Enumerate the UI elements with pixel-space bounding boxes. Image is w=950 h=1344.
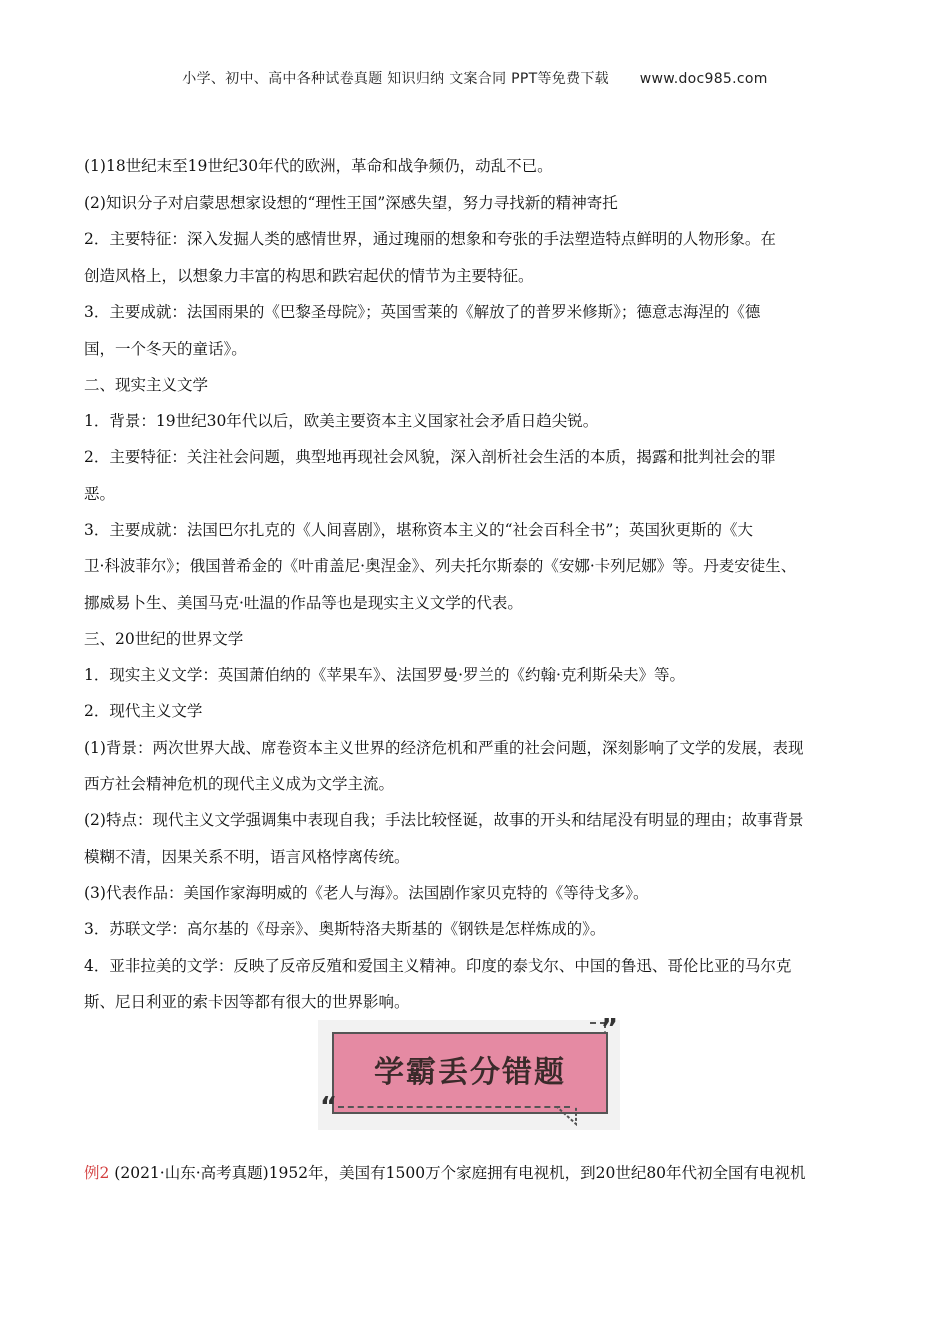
- header-text: 小学、初中、高中各种试卷真题 知识归纳 文案合同 PPT等免费下载: [182, 71, 609, 87]
- text-line: 1．现实主义文学：英国萧伯纳的《苹果车》、法国罗曼·罗兰的《约翰·克利斯朵夫》等。: [84, 666, 685, 684]
- section-heading: 三、20世纪的世界文学: [84, 630, 244, 648]
- text-line: (1)背景：两次世界大战、席卷资本主义世界的经济危机和严重的社会问题，深刻影响了文学的发展，表现: [84, 739, 804, 757]
- text-line: 2．主要特征：关注社会问题，典型地再现社会风貌，深入剖析社会生活的本质，揭露和批判社会的罪: [84, 448, 776, 466]
- speech-tail-icon: [556, 1106, 578, 1126]
- section-heading: 二、现实主义文学: [84, 376, 209, 394]
- open-quote-icon: “: [320, 1092, 338, 1122]
- banner-box: [332, 1032, 608, 1114]
- text-line: (3)代表作品：美国作家海明威的《老人与海》。法国剧作家贝克特的《等待戈多》。: [84, 884, 649, 902]
- page-header: [0, 68, 950, 88]
- text-line: 3．苏联文学：高尔基的《母亲》、奥斯特洛夫斯基的《钢铁是怎样炼成的》。: [84, 920, 606, 938]
- text-line: 2．现代主义文学: [84, 702, 203, 720]
- close-quote-icon: ”: [600, 1014, 618, 1044]
- text-line: (1)18世纪末至19世纪30年代的欧洲，革命和战争频仍，动乱不已。: [84, 157, 553, 175]
- example-question: [84, 1162, 874, 1184]
- text-line: 1．背景：19世纪30年代以后，欧美主要资本主义国家社会矛盾日趋尖锐。: [84, 412, 599, 430]
- text-line: 国，一个冬天的童话》。: [84, 340, 247, 358]
- text-line: 恶。: [84, 485, 116, 503]
- text-line: 西方社会精神危机的现代主义成为文学主流。: [84, 775, 395, 793]
- text-line: 卫·科波菲尔》；俄国普希金的《叶甫盖尼·奥涅金》、列夫托尔斯泰的《安娜·卡列尼娜》等。丹麦安徒生、: [84, 557, 797, 575]
- header-url[interactable]: www.doc985.com: [639, 71, 768, 87]
- text-line: 3．主要成就：法国巴尔扎克的《人间喜剧》，堪称资本主义的“社会百科全书”；英国狄更斯的《大: [84, 521, 753, 539]
- text-line: (2)特点：现代主义文学强调集中表现自我；手法比较怪诞，故事的开头和结尾没有明显的理由；故事背景: [84, 811, 804, 829]
- text-line: (2)知识分子对启蒙思想家设想的“理性王国”深感失望，努力寻找新的精神寄托: [84, 194, 618, 212]
- text-line: 4．亚非拉美的文学：反映了反帝反殖和爱国主义精神。印度的泰戈尔、中国的鲁迅、哥伦比亚的马尔克: [84, 957, 792, 975]
- example-text: (2021·山东·高考真题)1952年，美国有1500万个家庭拥有电视机，到20世纪80年代初全国有电视机: [109, 1164, 806, 1182]
- text-line: 模糊不清，因果关系不明，语言风格悖离传统。: [84, 848, 410, 866]
- banner-title: 学霸丢分错题: [374, 1055, 566, 1090]
- text-line: 创造风格上，以想象力丰富的构思和跌宕起伏的情节为主要特征。: [84, 267, 534, 285]
- error-banner: [318, 1014, 620, 1130]
- text-line: 斯、尼日利亚的索卡因等都有很大的世界影响。: [84, 993, 410, 1011]
- example-label: 例2: [84, 1164, 110, 1182]
- text-line: 2．主要特征：深入发掘人类的感情世界，通过瑰丽的想象和夸张的手法塑造特点鲜明的人物形象。在: [84, 230, 776, 248]
- banner-dashed-underline: [338, 1106, 570, 1108]
- text-line: 挪威易卜生、美国马克·吐温的作品等也是现实主义文学的代表。: [84, 594, 523, 612]
- text-line: 3．主要成就：法国雨果的《巴黎圣母院》；英国雪莱的《解放了的普罗米修斯》；德意志海涅的《德: [84, 303, 761, 321]
